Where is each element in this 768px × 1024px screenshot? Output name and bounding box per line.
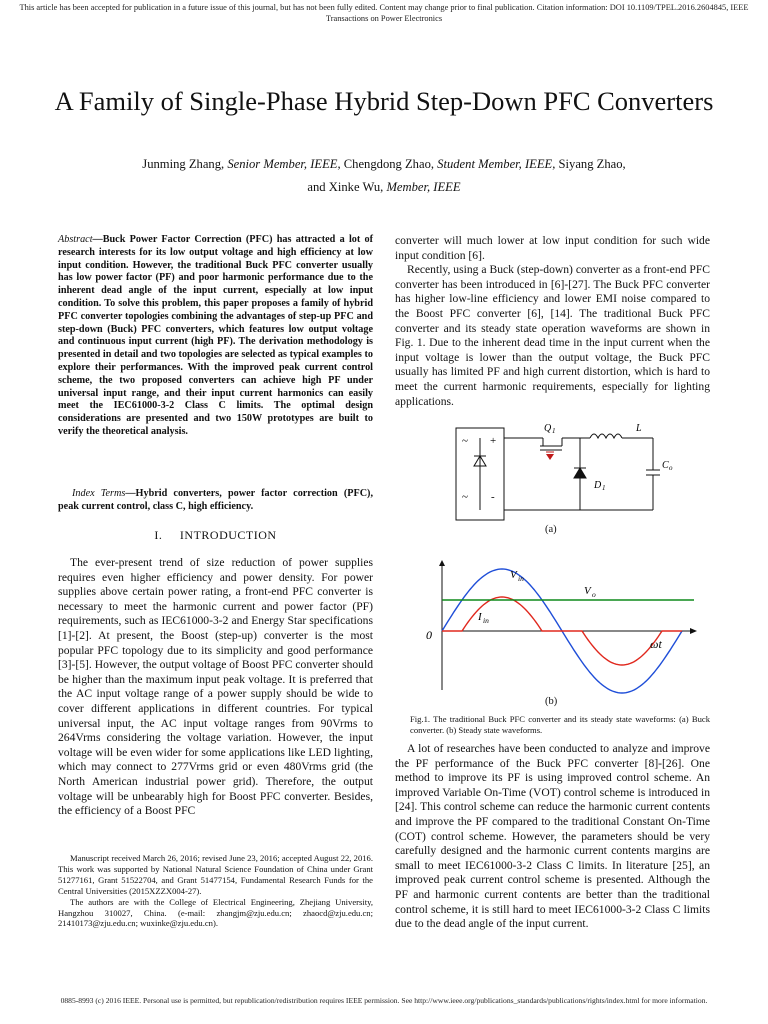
bridge-minus: - [491, 491, 495, 503]
author-1-role: Senior Member, IEEE, [227, 157, 341, 171]
bridge-plus: + [490, 435, 497, 447]
right-column-top [395, 234, 710, 409]
paper-title: A Family of Single-Phase Hybrid Step-Down PFC Converters [54, 85, 714, 116]
footnote [58, 853, 373, 929]
author-4-role: Member, IEEE [386, 180, 461, 194]
label-vo-sub: o [592, 590, 596, 599]
author-1-name: Junming Zhang, [142, 157, 228, 171]
section-heading-introduction [58, 528, 373, 543]
right-paragraph-research: A lot of researches have been conducted to analyze and improve the PF performance of the Buck PFC converter [8]-[26]. One method to improve its PF is using improved control scheme. An improved Variable On-Time (VOT) control scheme is introduced in [24]. This control scheme can reduce the harmonic current contents and improve the PF compared to the traditional Constant On-Time (COT) control scheme. However, the parameters should be very carefully designed and the harmonic current contents margins are small to meet IEC61000-3-2 Class C limits. In literature [25], an improved peak current control scheme is presented. Although the PF and harmonic current contents are better than the traditional control scheme, it is still hard to meet IEC61000-3-2 Class C limits due to the dead angle of the input current. [395, 742, 710, 931]
label-vo: V [584, 585, 591, 597]
index-terms [58, 488, 373, 514]
right-paragraph-continued: converter will much lower at low input condition for such wide input condition [6]. [395, 234, 710, 262]
label-iin-sub: in [483, 616, 489, 625]
label-c-sub: o [669, 464, 673, 472]
label-iin: I [478, 611, 482, 623]
abstract [58, 234, 373, 439]
label-vin: V [510, 569, 517, 581]
label-d: D [594, 480, 602, 491]
footnote-affiliation: The authors are with the College of Electrical Engineering, Zhejiang University, Hangzhou 310027, China. (e-mail: zhangjm@zju.edu.cn; zhaocd@zju.edu.cn; 21410173@zju.edu.cn; wuxinke@zju.edu.cn). [58, 896, 373, 929]
label-q: Q [544, 423, 552, 434]
steady-state-waveforms [402, 558, 702, 694]
right-column-bottom [395, 742, 710, 932]
label-omega-t: ωt [650, 637, 662, 651]
label-d-sub: 1 [602, 484, 606, 492]
label-q-sub: 1 [552, 427, 556, 435]
bridge-ac-top: ~ [462, 435, 468, 447]
section-number: I. [154, 528, 163, 542]
index-terms-text: —Hybrid converters, power factor correction (PFC), peak current control, class C, high efficiency. [58, 488, 373, 512]
subfigure-a-label: (a) [545, 524, 557, 535]
author-3-name: Siyang Zhao, [555, 157, 626, 171]
freewheel-diode-symbol [574, 468, 586, 478]
section-title: INTRODUCTION [179, 528, 277, 542]
author-2-name: Chengdong Zhao, [340, 157, 438, 171]
bridge-ac-bottom: ~ [462, 491, 468, 503]
buck-converter-schematic [448, 420, 678, 528]
author-4-name: and Xinke Wu, [307, 180, 387, 194]
subfigure-b-label: (b) [545, 696, 558, 707]
label-c: C [662, 460, 669, 471]
footnote-manuscript: Manuscript received March 26, 2016; revised June 23, 2016; accepted August 22, 2016. This work was supported by National Natural Science Foundation of China under Grant 51277161, Grant 51522704, and Grant 51477154, Fundamental Research Funds for the Central Universities (2015XZZX004-27). [58, 853, 373, 896]
index-terms-lead: Index Terms [72, 488, 126, 499]
x-axis-arrow [690, 628, 697, 634]
figure-caption: Fig.1. The traditional Buck PFC converter and its steady state waveforms: (a) Buck converter. (b) Steady state waveforms. [410, 714, 710, 735]
author-list [60, 153, 708, 199]
inductor-symbol [590, 434, 622, 438]
copyright-footer: 0885-8993 (c) 2016 IEEE. Personal use is permitted, but republication/redistribution requires IEEE permission. See http://www.ieee.org/publications_standards/publications/rights/index.html for more information. [60, 996, 708, 1005]
intro-paragraph: The ever-present trend of size reduction of power supplies requires even higher efficiency and power density. For power supplies above certain power rating, a front-end PFC converter is necessary to meet the harmonic current and power factor (PF) requirements, such as IEC61000-3-2 and Energy Star specifications [1]-[2]. At present, the Boost (step-up) converter is the most popular PFC topology due to its simplicity and good performance [3]-[5]. However, the output voltage of Boost PFC converter should be higher than the maximum input peak voltage. It is preferred that the AC input voltage range of a power supply should be wide to cover different applications in different countries. For typical universal input, the AC input voltage ranges from 90Vrms to 264Vrms considering the voltage variation. However, the input voltage will be even wider for some applications like LED lighting, which may connect to 277Vrms grid or even 480Vrms grid (the North American industrial power grid). Therefore, the output voltage will be unbearably high for Boost PFC converter. Besides, the efficiency of a Boost PFC [58, 556, 373, 818]
right-paragraph-buck-pfc: Recently, using a Buck (step-down) converter as a front-end PFC converter has been introduced in [6]-[27]. The Buck PFC converter has higher low-line efficiency and lower EMI noise compared to the Boost PFC converter [6], [14]. The traditional Buck PFC converter and its steady state operation waveforms are shown in Fig. 1. Due to the inherent dead time in the input current when the input voltage is lower than the output voltage, the Buck PFC usually has limited PF and high current distortion, which is hard to meet the current harmonic requirements, especially for lighting applications. [395, 263, 710, 408]
switch-body-diode [546, 454, 554, 460]
author-2-role: Student Member, IEEE, [437, 157, 556, 171]
label-l: L [636, 423, 642, 434]
abstract-lead: Abstract [58, 234, 93, 245]
y-axis-arrow [439, 560, 445, 566]
journal-notice-header: This article has been accepted for publication in a future issue of this journal, but has not been fully edited. Content may change prior to final publication. Citation information: DOI 10.1109/TPEL.2016.2604845, IEEE Transactions on Power Electronics [19, 3, 749, 23]
abstract-text: —Buck Power Factor Correction (PFC) has attracted a lot of research interests for its low output voltage and high efficiency at low input condition. However, the traditional Buck PFC converter usually has low power factor (PF) and poor harmonic performance due to the inherent dead angle of the input current, especially at low input condition. To solve this problem, this paper proposes a family of hybrid PFC converter topologies combining the advantages of step-up PFC and step-down (Buck) PFC converters, which features low output voltage and continuous input current (high PF). The derivation methodology is presented in detail and two topologies are selected as typical examples to explore their performances. With the improved peak current control scheme, the two proposed converters can achieve high PF under universal input range, and their input current harmonics can easily meet the IEC61000-3-2 Class C limits. The optimal design considerations are presented and two 150W prototypes are built to verify the theoretical analysis. [58, 234, 373, 437]
introduction-body [58, 556, 373, 819]
label-vin-sub: in [518, 574, 524, 583]
label-origin: 0 [426, 628, 432, 642]
